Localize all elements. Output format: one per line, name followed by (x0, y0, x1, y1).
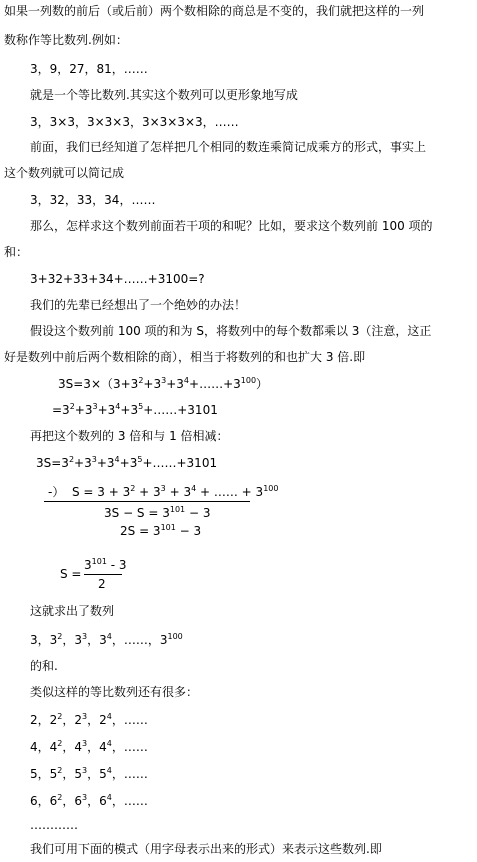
sequence-4: 3，$3^2$，$3^3$，$3^4$，……，$3^{100}$ (30, 632, 183, 647)
fraction-numerator: $3^{101} - 3$ (84, 557, 127, 572)
para-4-line-2: 和： (4, 245, 29, 259)
fraction-bar (84, 574, 122, 575)
para-5: 我们的先辈已经想出了一个绝妙的办法！ (30, 298, 247, 312)
sequence-2: 3，3×3，3×3×3，3×3×3×3，…… (30, 115, 239, 129)
sequence-row: 6，$6^2$，$6^3$，$6^4$，…… (30, 793, 148, 808)
sequence-row: 2，$2^2$，$2^3$，$2^4$，…… (30, 712, 148, 727)
para-6-line-1: 假设这个数列前 100 项的和为 S，将数列中的每个数都乘以 3（注意，这正 (30, 324, 432, 338)
sequence-row: 5，$5^2$，$5^3$，$5^4$，…… (30, 766, 148, 781)
para-7: 再把这个数列的 3 倍和与 1 倍相减： (30, 429, 229, 443)
equation-5: $3S - S = 3^{101} - 3$ (104, 505, 211, 520)
para-3-line-2: 这个数列就可以简记成 (4, 166, 125, 180)
equation-3: $3S=3^2+3^3+3^4+3^5+\dots\dots+3101$ (36, 455, 218, 470)
para-3-line-1: 前面，我们已经知道了怎样把几个相同的数连乘简记成乘方的形式，事实上 (30, 140, 427, 154)
equation-6: $2S = 3^{101} - 3$ (120, 523, 202, 538)
sum-expression: 3+32+33+34+……+3100=? (30, 272, 205, 286)
sequence-row: 4，$4^2$，$4^3$，$4^4$，…… (30, 739, 148, 754)
fraction-denominator: 2 (98, 577, 106, 591)
ellipsis-row: ………… (30, 818, 78, 832)
equation-1: $3S=3\times(3+3^2+3^3+3^4+\dots\dots+3^{100})$ (58, 376, 269, 391)
sequence-3: 3，32，33，34，…… (30, 193, 156, 207)
para-1-line-1: 如果一列数的前后（或后前）两个数相除的商总是不变的，我们就把这样的一列 (4, 4, 425, 18)
equation-4: -） $S = 3 + 3^2 + 3^3 + 3^4$ + …… + $3^{100}$ (48, 484, 279, 499)
para-8: 这就求出了数列 (30, 604, 115, 618)
para-10: 类似这样的等比数列还有很多： (30, 685, 199, 699)
equation-2: $=3^2+3^3+3^4+3^5+\dots\dots+3101$ (52, 402, 218, 417)
subtraction-line (44, 501, 250, 502)
para-11: 我们可用下面的模式（用字母表示出来的形式）来表示这些数列.即 (30, 842, 382, 856)
para-2: 就是一个等比数列.其实这个数列可以更形象地写成 (30, 88, 298, 102)
fraction-lhs: S = (60, 567, 82, 581)
para-1-line-2: 数称作等比数列.例如： (4, 33, 128, 47)
para-6-line-2: 好是数列中前后两个数相除的商），相当于将数列的和也扩大 3 倍.即 (4, 350, 366, 364)
sequence-1: 3，9，27，81，…… (30, 62, 148, 76)
para-9: 的和. (30, 659, 58, 673)
para-4-line-1: 那么，怎样求这个数列前面若干项的和呢？比如，要求这个数列前 100 项的 (30, 219, 433, 233)
